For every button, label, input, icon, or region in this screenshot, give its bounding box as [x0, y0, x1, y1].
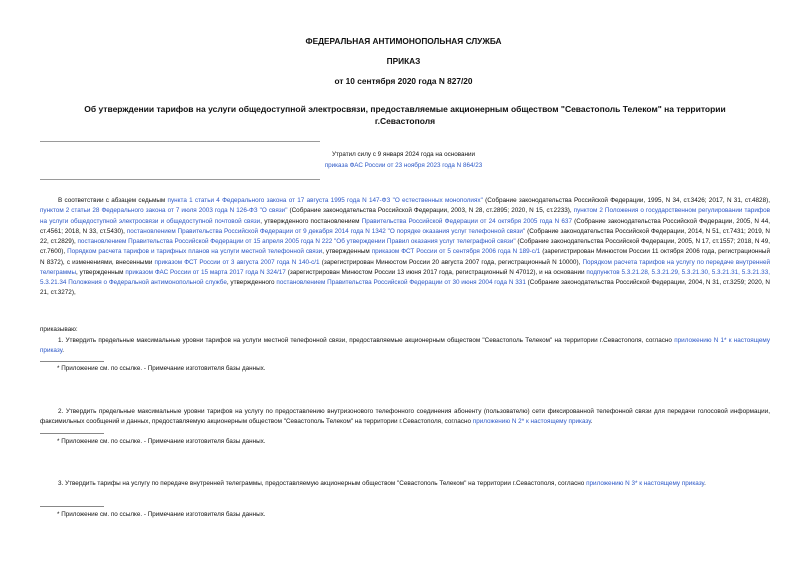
footnote-1: * Приложение см. по ссылке. - Примечание изготовителя базы данных. — [57, 365, 266, 372]
preamble-link[interactable]: пункта 1 статьи 4 Федерального закона от 17 августа 1995 года N 147-ФЗ "О естественных монополиях" — [167, 197, 483, 204]
item-3 — [40, 479, 770, 489]
item-2-paragraph — [40, 407, 770, 428]
preamble-text: , утвержденным — [322, 248, 372, 256]
item-3-paragraph — [40, 479, 770, 489]
preamble-text: , утвержденным — [76, 268, 126, 276]
status-link[interactable]: приказа ФАС России от 23 ноября 2023 года N 864/23 — [324, 162, 483, 169]
item-3-end: . — [704, 480, 706, 487]
preamble-text: (Собрание законодательства Российской Федерации, 2005, N 44, ст.4561; 2018, N 33, ст.5430), — [40, 217, 770, 235]
order-word-text: приказываю: — [40, 326, 78, 333]
status-note: Утратил силу с 9 января 2024 года на основании — [331, 151, 476, 158]
preamble-link[interactable]: Порядком расчета тарифов и тарифных планов на услуги местной телефонной связи — [67, 248, 323, 256]
preamble-link[interactable]: приказом ФСТ России от 3 августа 2007 года N 140-с/1 — [154, 258, 320, 266]
preamble-link[interactable]: пунктом 2 статьи 28 Федерального закона от 7 июля 2003 года N 126-ФЗ "О связи" — [40, 207, 288, 215]
preamble-text: (Собрание законодательства Российской Федерации, 2003, N 28, ст.2895; 2020, N 15, ст.2233), — [287, 207, 574, 215]
preamble-link[interactable]: Правительства Российской Федерации от 24 октября 2005 года N 637 — [361, 217, 572, 225]
item-1-text: 1. Утвердить предельные максимальные уровни тарифов на услуги местной телефонной связи, предоставляемые акционерным обществом "Севастополь Телеком" на территории г.Севастополя, согласно — [58, 337, 675, 344]
preamble-link[interactable]: постановлением Правительства Российской Федерации от 30 июня 2004 года N 331 — [276, 279, 526, 286]
item-1-paragraph — [40, 336, 770, 357]
footnote-2: * Приложение см. по ссылке. - Примечание изготовителя базы данных. — [57, 438, 266, 445]
item-2 — [40, 407, 770, 428]
preamble-text: (Собрание законодательства Российской Федерации, 1995, N 34, ст.3426; 2017, N 31, ст.4828), — [482, 197, 770, 204]
preamble-text: (Собрание законодательства Российской Федерации, 2005, N 17, ст.1557; 2018, N 49, ст.7600), — [40, 238, 770, 256]
divider-top — [40, 141, 320, 142]
preamble-text: , утвержденного постановлением — [260, 217, 362, 225]
item-2-link[interactable]: приложению N 2* к настоящему приказу — [472, 418, 591, 426]
footnote-3: * Приложение см. по ссылке. - Примечание изготовителя базы данных. — [57, 511, 266, 518]
preamble-link[interactable]: приказом ФАС России от 15 марта 2017 года N 324/17 — [125, 268, 286, 276]
preamble-paragraph — [40, 196, 770, 299]
preamble-link[interactable]: подпунктов 5.3.21.28, 5.3.21.29, 5.3.21.30, 5.3.21.31, 5.3.21.33, 5.3.21.34 Положения о Федеральной антимонопольной службе — [40, 268, 771, 286]
item-3-text: 3. Утвердить тарифы на услугу по передаче внутренней телеграммы, предоставляемую акционерным обществом "Севастополь Телеком" на территории г.Севастополя, согласно — [58, 480, 587, 487]
item-2-end: . — [590, 418, 593, 426]
preamble-text: (Собрание законодательства Российской Федерации, 2014, N 51, ст.7431; 2019, N 22, ст.2829), — [40, 227, 770, 245]
order-word — [40, 325, 770, 335]
preamble-text: (Собрание законодательства Российской Федерации, 2004, N 31, ст.3259; 2020, N 21, ст.3272), — [40, 279, 770, 297]
item-1-end: . — [62, 347, 65, 355]
item-3-link[interactable]: приложению N 3* к настоящему приказу — [586, 480, 705, 487]
preamble-link[interactable]: Порядком расчета тарифов на услугу по передаче внутренней телеграммы — [40, 258, 771, 276]
document-title: Об утверждении тарифов на услуги общедоступной электросвязи, предоставляемые акционерным обществом "Севастополь Телеком" на территории г.Севастополя — [84, 104, 726, 126]
divider-bottom — [40, 179, 320, 180]
preamble-link[interactable]: пунктом 2 Положения о государственном регулировании тарифов на услуги общедоступной электросвязи и общедоступной почтовой связи — [40, 207, 770, 225]
preamble-text: , утвержденного — [226, 279, 277, 286]
preamble-text: (зарегистрирован Минюстом России 20 августа 2007 года, регистрационный N 10000), — [319, 258, 583, 266]
preamble-link[interactable]: приказом ФСТ России от 5 сентября 2006 года N 189-с/1 — [371, 248, 541, 256]
preamble-link[interactable]: постановлением Правительства Российской Федерации от 9 декабря 2014 года N 1342 "О порядке оказания услуг телефонной связи" — [126, 227, 526, 235]
document-type: ПРИКАЗ — [386, 56, 421, 66]
footnote-rule-3 — [40, 506, 104, 507]
agency-name: ФЕДЕРАЛЬНАЯ АНТИМОНОПОЛЬНАЯ СЛУЖБА — [305, 36, 502, 46]
item-1-link[interactable]: приложению N 1* к настоящему приказу — [40, 337, 771, 355]
preamble-text: (зарегистрирован Минюстом России 13 июня 2017 года, регистрационный N 47012), и на основании — [285, 268, 587, 276]
document-date-number: от 10 сентября 2020 года N 827/20 — [334, 76, 473, 86]
footnote-rule-2 — [40, 433, 104, 434]
preamble-text: В соответствии с абзацем седьмым — [58, 197, 168, 204]
item-2-text: 2. Утвердить предельные максимальные уровни тарифов на услугу по предоставлению внутризонового телефонного соединения абоненту (пользователю) сети фиксированной телефонной связи для передачи голосовой информации, факсимильных сообщений и данных, предоставляемую акционерным обществом "Севастополь Телеком" на территории г.Севастополя, согласно — [40, 408, 770, 426]
item-1 — [40, 336, 770, 357]
preamble-text: (зарегистрирован Минюстом России 11 октября 2006 года, регистрационный N 8372), с изменениями, внесенными — [40, 248, 771, 266]
footnote-rule-1 — [40, 361, 104, 362]
preamble-link[interactable]: постановлением Правительства Российской Федерации от 15 апреля 2005 года N 222 "Об утверждении Правил оказания услуг телеграфной связи" — [77, 238, 516, 245]
preamble — [40, 196, 770, 299]
